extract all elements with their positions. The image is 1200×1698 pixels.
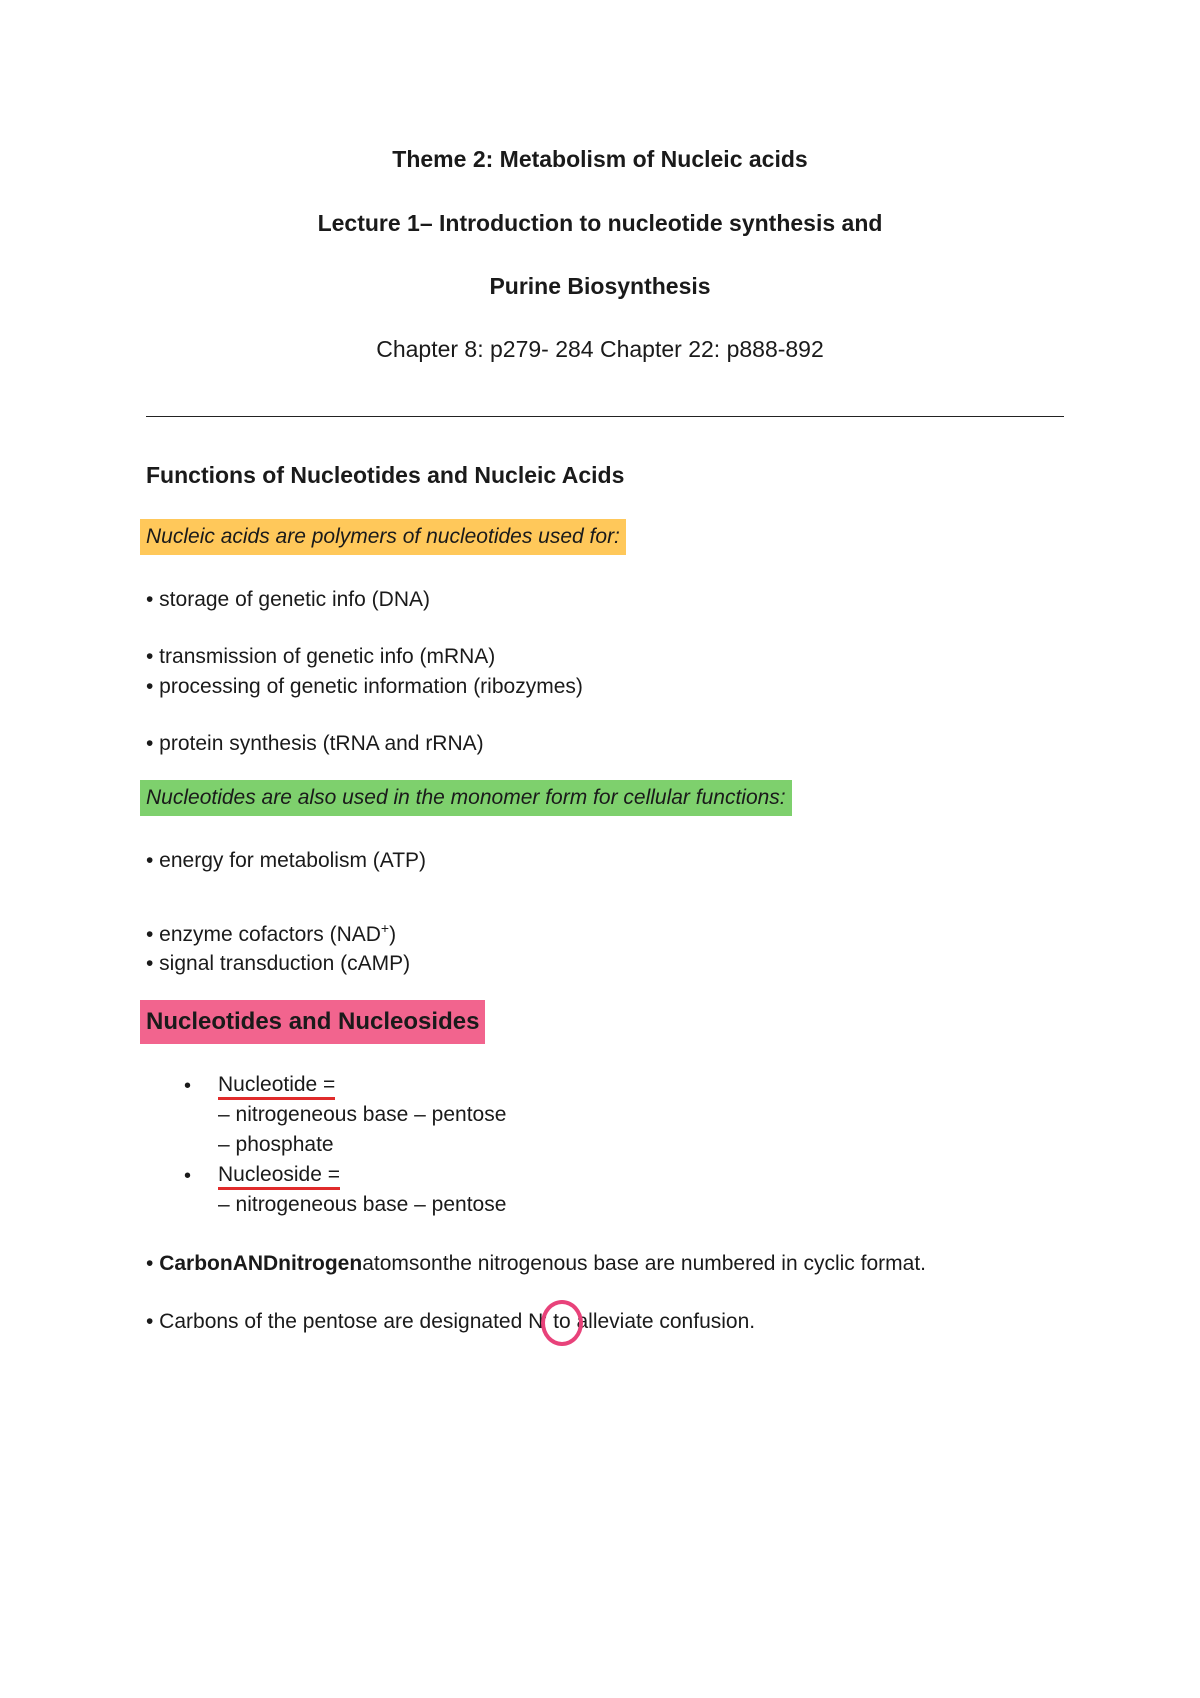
list-item-text: ) — [389, 923, 397, 946]
list-item: • transmission of genetic info (mRNA) — [146, 645, 496, 668]
list-item: • energy for metabolism (ATP) — [146, 849, 427, 872]
pentose-note — [146, 1310, 755, 1334]
chapter-references: Chapter 8: p279- 284 Chapter 22: p888-892 — [376, 336, 824, 362]
nucleotide-components: – phosphate — [218, 1133, 334, 1156]
nucleoside-label — [218, 1163, 340, 1187]
list-item-text: • enzyme cofactors (NAD — [146, 923, 381, 946]
polymer-note-highlight: Nucleic acids are polymers of nucleotides used for: — [140, 519, 626, 555]
list-item: • signal transduction (cAMP) — [146, 952, 411, 975]
bullet-icon: • — [184, 1075, 192, 1097]
note-text: • Carbons of the pentose are designated — [146, 1310, 529, 1333]
list-item: • processing of genetic information (ribozymes) — [146, 675, 583, 698]
functions-heading: Functions of Nucleotides and Nucleic Acids — [146, 462, 625, 488]
circle-annotation-icon — [541, 1300, 583, 1346]
monomer-note-highlight: Nucleotides are also used in the monomer form for cellular functions: — [140, 780, 792, 816]
nucleo-heading-highlight: Nucleotides and Nucleosides — [140, 1000, 485, 1044]
nucleoside-label-text: Nucleoside = — [218, 1163, 340, 1190]
list-item — [146, 920, 396, 947]
horizontal-divider — [146, 416, 1064, 417]
nucleotide-components: – nitrogeneous base – pentose — [218, 1103, 507, 1126]
nucleotide-label-text: Nucleotide = — [218, 1073, 335, 1100]
lecture-title: Lecture 1– Introduction to nucleotide synthesis and — [317, 210, 883, 236]
note-text: to alleviate confusion. — [547, 1310, 756, 1333]
list-item: • storage of genetic info (DNA) — [146, 588, 430, 611]
n-prime-mark: N' — [528, 1310, 548, 1333]
nucleotide-label — [218, 1073, 335, 1097]
bold-text: CarbonANDnitrogen — [159, 1252, 363, 1275]
theme-title: Theme 2: Metabolism of Nucleic acids — [392, 146, 808, 172]
carbon-nitrogen-note — [146, 1252, 926, 1276]
list-item: • protein synthesis (tRNA and rRNA) — [146, 732, 484, 755]
bullet-text: • — [146, 1252, 160, 1275]
bullet-icon: • — [184, 1165, 192, 1187]
nucleoside-components: – nitrogeneous base – pentose — [218, 1193, 507, 1216]
note-text: atomsonthe nitrogenous base are numbered in cyclic format. — [362, 1252, 926, 1275]
lecture-subtitle: Purine Biosynthesis — [489, 273, 711, 299]
superscript-plus: + — [380, 920, 390, 936]
